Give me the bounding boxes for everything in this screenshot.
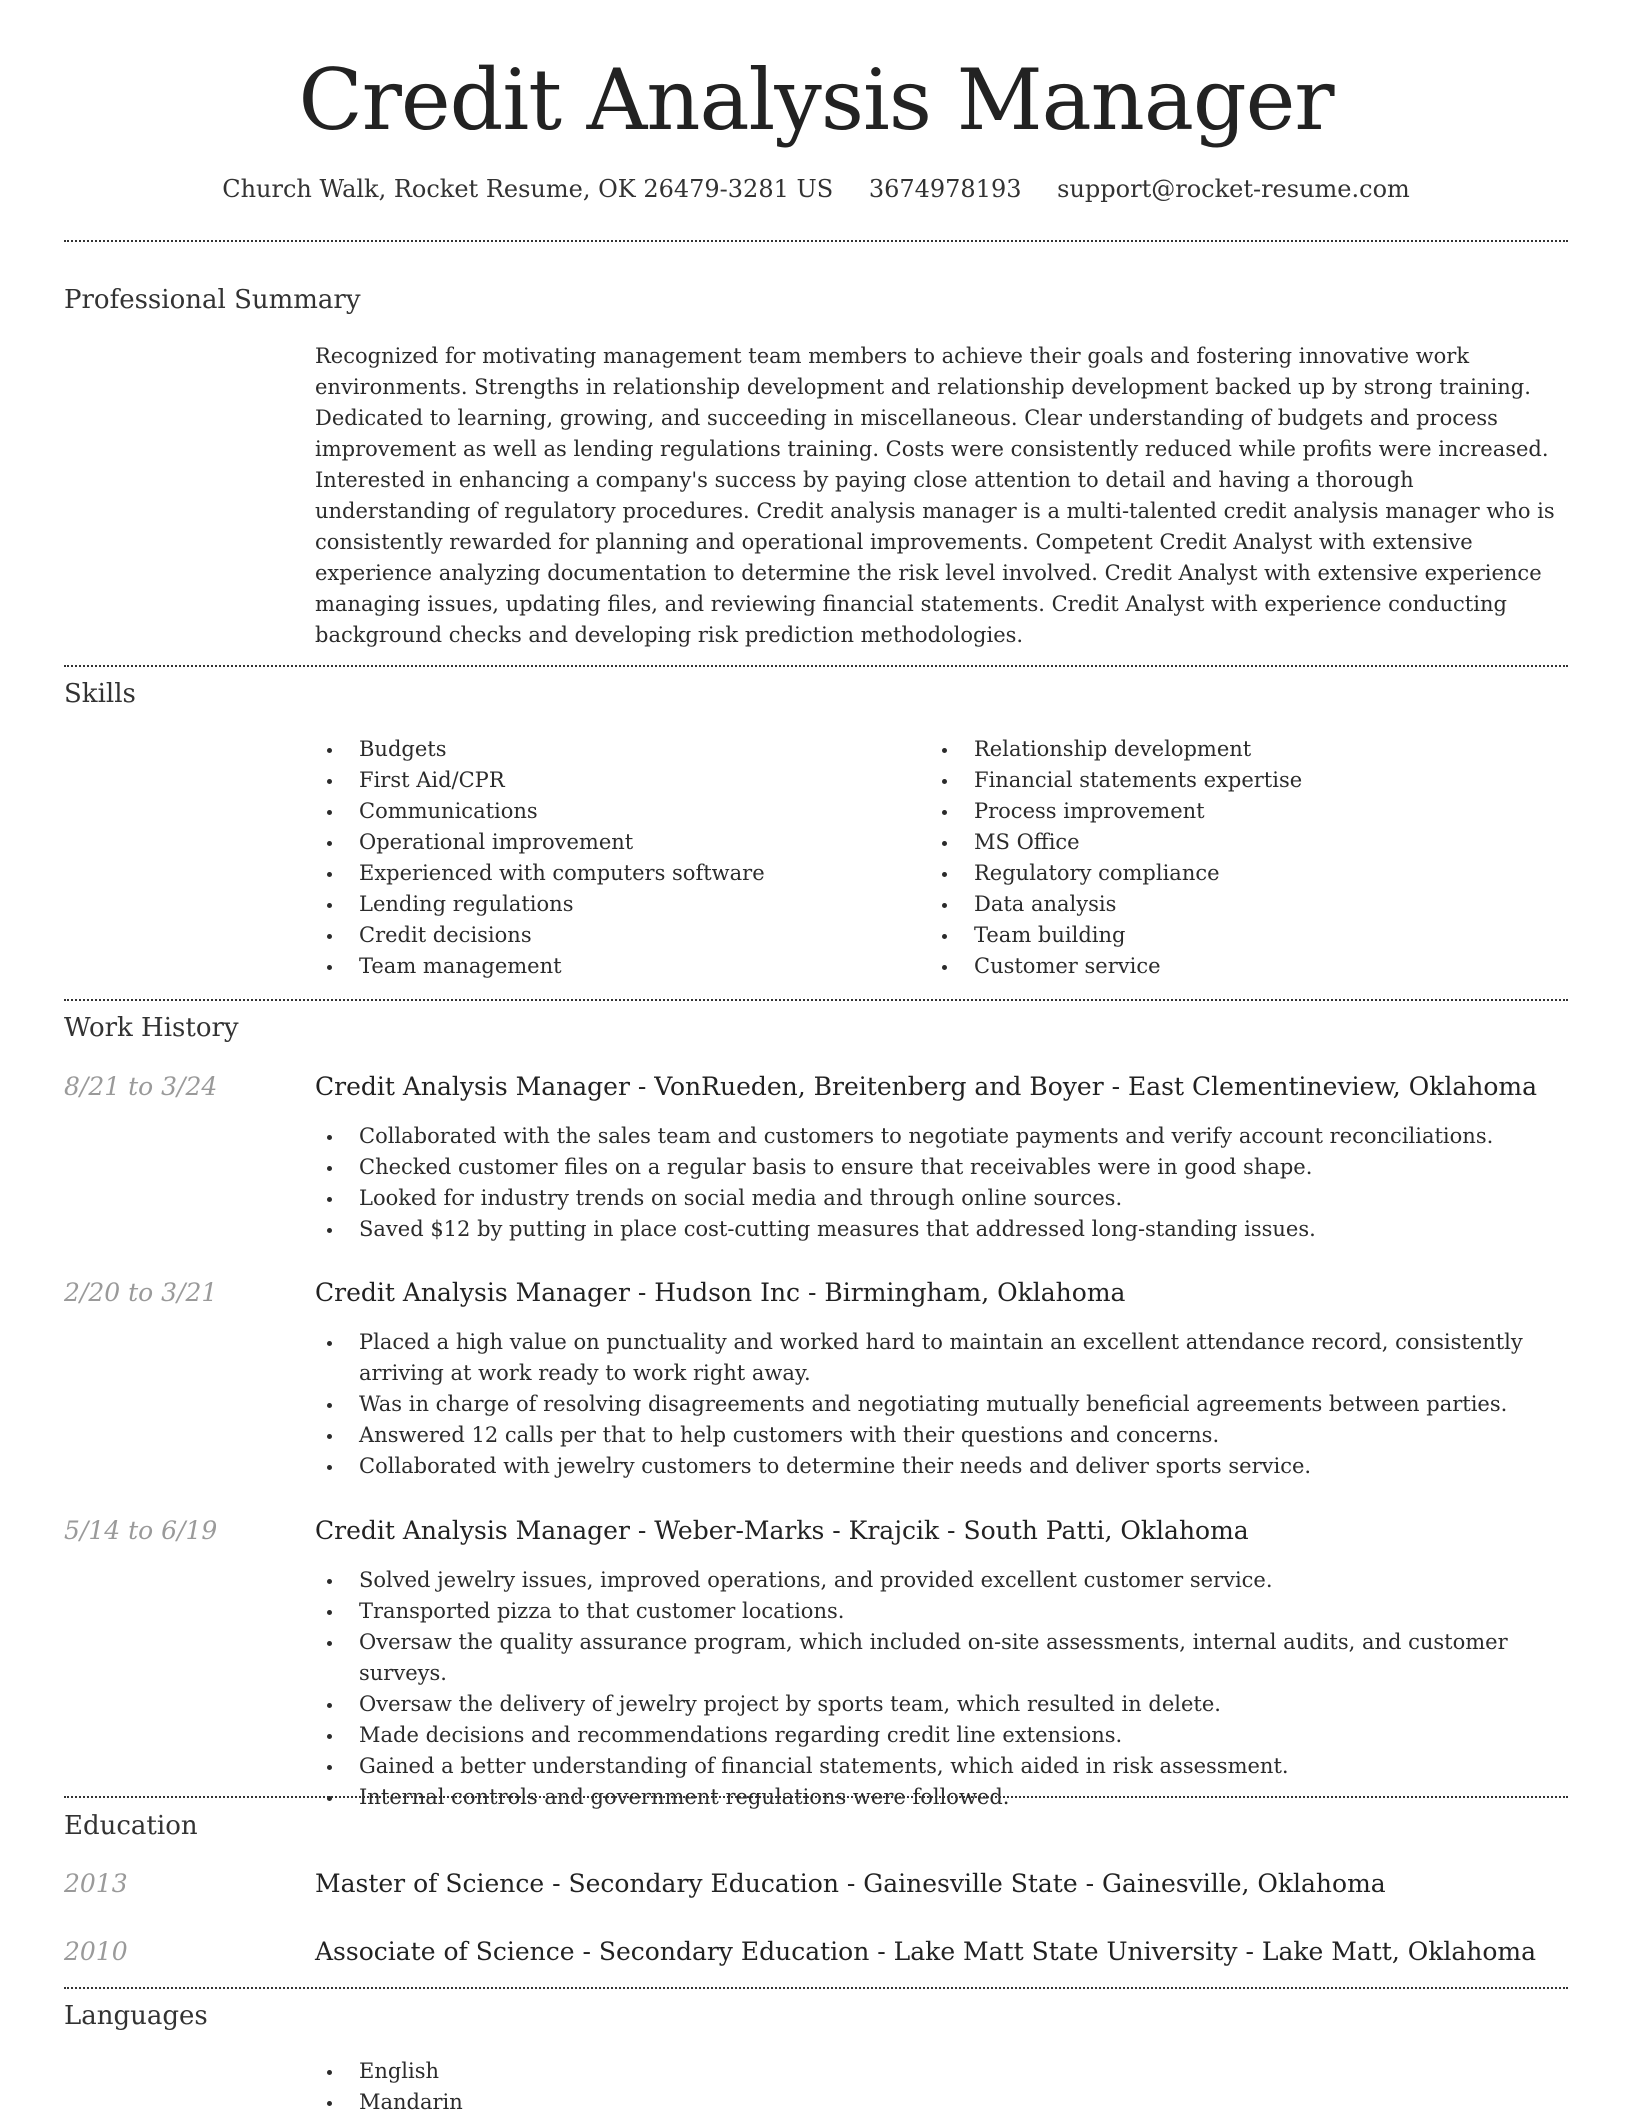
job-heading: Credit Analysis Manager - VonRueden, Breitenberg and Boyer - East Clementineview, Oklahoma: [315, 1072, 1537, 1101]
language-item: • Mandarin: [344, 2087, 944, 2118]
education-degree: Associate of Science - Secondary Education - Lake Matt State University - Lake Matt, Oklahoma: [315, 1937, 1537, 1966]
education-year: 2013: [64, 1869, 128, 1898]
job-bullet: • Oversaw the quality assurance program, which included on-site assessments, internal audits, and customer surveys.: [344, 1627, 1594, 1689]
skill-item: • First Aid/CPR: [344, 765, 904, 796]
job-bullet: • Collaborated with jewelry customers to determine their needs and deliver sports service.: [344, 1451, 1594, 1482]
skill-item: • MS Office: [959, 827, 1579, 858]
job-bullet: • Transported pizza to that customer locations.: [344, 1596, 1594, 1627]
languages-list: [315, 2056, 944, 2118]
job-bullet: • Looked for industry trends on social media and through online sources.: [344, 1183, 1594, 1214]
job-dates: 5/14 to 6/19: [64, 1516, 218, 1545]
job-dates: 8/21 to 3/24: [64, 1072, 218, 1101]
section-divider: [64, 1987, 1568, 1989]
resume-name: Credit Analysis Manager: [298, 51, 1334, 149]
education-year: 2010: [64, 1937, 128, 1966]
section-divider: [64, 999, 1568, 1001]
skill-item: • Experienced with computers software: [344, 858, 904, 889]
contact-phone: 3674978193: [868, 175, 1022, 203]
section-divider: [64, 1796, 1568, 1798]
skill-item: • Communications: [344, 796, 904, 827]
job-bullets: [315, 1565, 1594, 1813]
skill-item: • Data analysis: [959, 889, 1579, 920]
section-divider: [64, 665, 1568, 667]
summary-text: Recognized for motivating management team members to achieve their goals and fostering innovative work environments. Strengths in relationship development and relationship development backed up by strong training. Dedicated to learning, growing, and succeeding in miscellaneous. Clear understanding of budgets and process improvement as well as lending regulations training. Costs were consistently reduced while profits were increased. Interested in enhancing a company's success by paying close attention to detail and having a thorough understanding of regulatory procedures. Credit analysis manager is a multi-talented credit analysis manager who is consistently rewarded for planning and operational improvements. Competent Credit Analyst with extensive experience analyzing documentation to determine the risk level involved. Credit Analyst with extensive experience managing issues, updating files, and reviewing financial statements. Credit Analyst with experience conducting background checks and developing risk prediction methodologies.: [315, 344, 1555, 647]
job-bullet: • Answered 12 calls per that to help customers with their questions and concerns.: [344, 1420, 1594, 1451]
skill-item: • Budgets: [344, 734, 904, 765]
summary-heading: Professional Summary: [64, 285, 361, 315]
skills-list-right: [930, 734, 1579, 982]
section-divider: [64, 240, 1568, 242]
education-degree: Master of Science - Secondary Education - Gainesville State - Gainesville, Oklahoma: [315, 1869, 1386, 1898]
job-heading: Credit Analysis Manager - Hudson Inc - Birmingham, Oklahoma: [315, 1278, 1126, 1307]
job-bullets: [315, 1121, 1594, 1245]
work-history-heading: Work History: [64, 1013, 239, 1043]
job-bullet: • Solved jewelry issues, improved operations, and provided excellent customer service.: [344, 1565, 1594, 1596]
contact-email: support@rocket-resume.com: [1057, 175, 1410, 203]
skill-item: • Financial statements expertise: [959, 765, 1579, 796]
skill-item: • Relationship development: [959, 734, 1579, 765]
job-bullet: • Placed a high value on punctuality and worked hard to maintain an excellent attendance record, consistently arriving at work ready to work right away.: [344, 1327, 1594, 1389]
skill-item: • Team management: [344, 951, 904, 982]
contact-address: Church Walk, Rocket Resume, OK 26479-3281 US: [222, 175, 834, 203]
job-bullet: • Gained a better understanding of financial statements, which aided in risk assessment.: [344, 1751, 1594, 1782]
job-bullet: • Collaborated with the sales team and customers to negotiate payments and verify account reconciliations.: [344, 1121, 1594, 1152]
education-heading: Education: [64, 1811, 198, 1841]
skill-item: • Process improvement: [959, 796, 1579, 827]
job-bullet: • Made decisions and recommendations regarding credit line extensions.: [344, 1720, 1594, 1751]
skill-item: • Customer service: [959, 951, 1579, 982]
skill-item: • Regulatory compliance: [959, 858, 1579, 889]
job-bullet: • Saved $12 by putting in place cost-cutting measures that addressed long-standing issues.: [344, 1214, 1594, 1245]
job-bullet: • Was in charge of resolving disagreements and negotiating mutually beneficial agreements between parties.: [344, 1389, 1594, 1420]
job-bullet: • Checked customer files on a regular basis to ensure that receivables were in good shape.: [344, 1152, 1594, 1183]
language-item: • English: [344, 2056, 944, 2087]
job-dates: 2/20 to 3/21: [64, 1278, 218, 1307]
skills-heading: Skills: [64, 679, 136, 709]
skills-list-left: [315, 734, 904, 982]
skill-item: • Credit decisions: [344, 920, 904, 951]
skill-item: • Operational improvement: [344, 827, 904, 858]
job-heading: Credit Analysis Manager - Weber-Marks - Krajcik - South Patti, Oklahoma: [315, 1516, 1249, 1545]
job-bullets: [315, 1327, 1594, 1482]
skill-item: • Team building: [959, 920, 1579, 951]
job-bullet: • Oversaw the delivery of jewelry project by sports team, which resulted in delete.: [344, 1689, 1594, 1720]
skill-item: • Lending regulations: [344, 889, 904, 920]
contact-line: [0, 170, 1632, 208]
languages-heading: Languages: [64, 2001, 208, 2031]
job-bullet: • Internal controls and government regulations were followed.: [344, 1782, 1594, 1813]
